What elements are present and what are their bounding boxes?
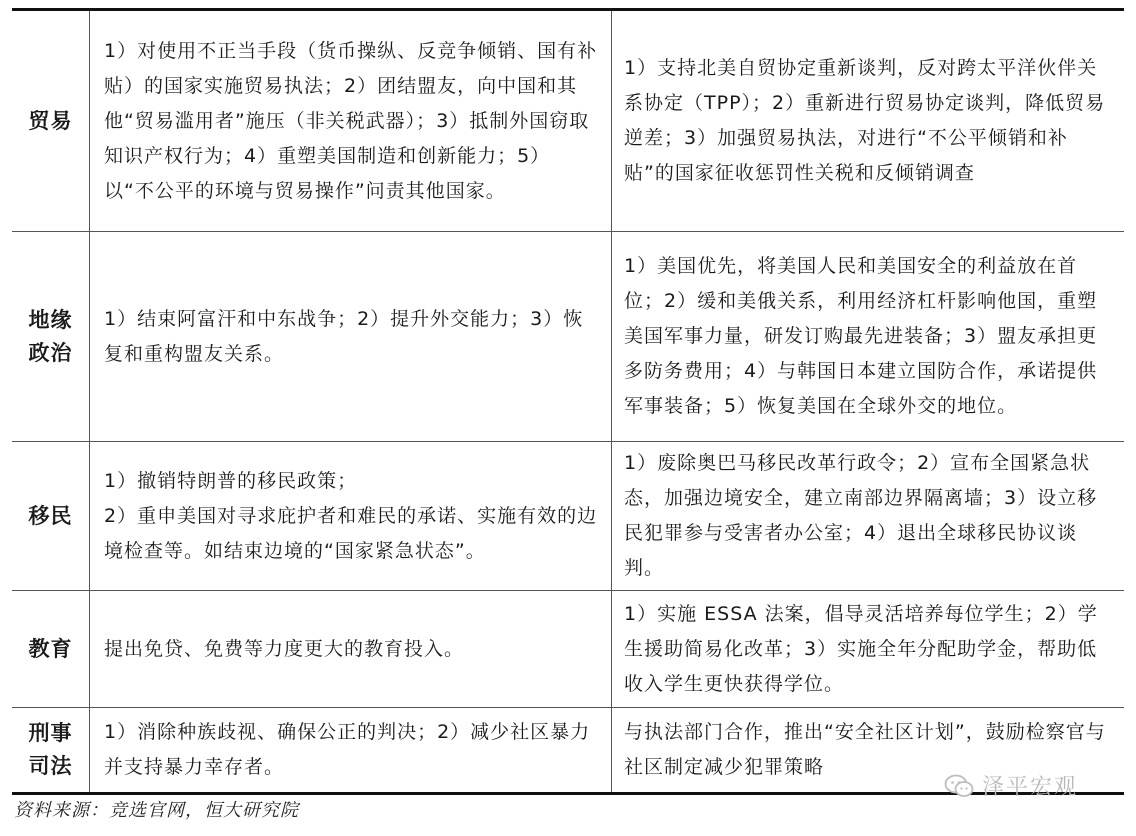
- table-row: [12, 442, 1124, 591]
- row-category: 移民: [12, 442, 90, 590]
- table-row: [12, 11, 1124, 232]
- policy-cell-left: 1）结束阿富汗和中东战争；2）提升外交能力；3）恢复和重构盟友关系。: [90, 232, 612, 441]
- row-category: 地缘 政治: [12, 232, 90, 441]
- policy-cell-right: 1）美国优先，将美国人民和美国安全的利益放在首位；2）缓和美俄关系，利用经济杠杆影响他国，重塑美国军事力量，研发订购最先进装备；3）盟友承担更多防务费用；4）与韩国日本建立国防合作，承诺提供军事装备；5）恢复美国在全球外交的地位。: [624, 255, 1098, 417]
- wechat-icon: [944, 773, 974, 799]
- watermark: [944, 770, 1078, 801]
- row-category: 教育: [12, 591, 90, 707]
- row-category: 刑事 司法: [12, 708, 90, 792]
- watermark-text: 泽平宏观: [982, 775, 1079, 800]
- policy-cell-right: 1）支持北美自贸协定重新谈判，反对跨太平洋伙伴关系协定（TPP）；2）重新进行贸易协定谈判，降低贸易逆差；3）加强贸易执法，对进行“不公平倾销和补贴”的国家征收惩罚性关税和反倾销调查: [624, 57, 1106, 184]
- policy-cell-left: 提出免贷、免费等力度更大的教育投入。: [90, 591, 612, 707]
- policy-cell-left: 1）对使用不正当手段（货币操纵、反竞争倾销、国有补贴）的国家实施贸易执法；2）团结盟友，向中国和其他“贸易滥用者”施压（非关税武器）；3）抵制外国窃取知识产权行为；4）重塑美国制造和创新能力；5）以“不公平的环境与贸易操作”问责其他国家。: [90, 11, 612, 231]
- source-note: 资料来源：竞选官网，恒大研究院: [14, 800, 299, 821]
- policy-cell-right: 1）废除奥巴马移民改革行政令；2）宣布全国紧急状态，加强边境安全，建立南部边界隔离墙；3）设立移民犯罪参与受害者办公室；4）退出全球移民协议谈判。: [624, 452, 1098, 579]
- policy-cell-right: 与执法部门合作，推出“安全社区计划”，鼓励检察官与社区制定减少犯罪策略: [624, 721, 1106, 778]
- policy-comparison-table: [12, 8, 1124, 795]
- row-category: 贸易: [12, 11, 90, 231]
- table-row: [12, 232, 1124, 442]
- policy-cell-left: 1）撤销特朗普的移民政策； 2）重申美国对寻求庇护者和难民的承诺、实施有效的边境检查等。如结束边境的“国家紧急状态”。: [90, 442, 612, 590]
- policy-cell-left: 1）消除种族歧视、确保公正的判决；2）减少社区暴力并支持暴力幸存者。: [90, 708, 612, 792]
- policy-cell-right: 1）实施 ESSA 法案，倡导灵活培养每位学生；2）学生援助简易化改革；3）实施全年分配助学金，帮助低收入学生更快获得学位。: [624, 602, 1098, 695]
- table-row: [12, 591, 1124, 708]
